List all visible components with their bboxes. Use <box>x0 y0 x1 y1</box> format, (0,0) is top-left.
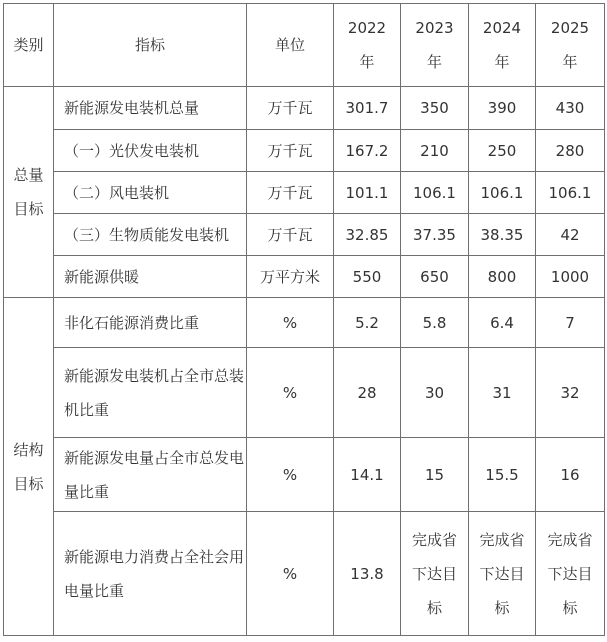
indicator-cell: 新能源供暖 <box>54 256 247 298</box>
table-row <box>4 512 605 636</box>
value-cell: 完成省下达目标 <box>536 512 605 636</box>
category-cell-total: 总量目标 <box>4 87 54 298</box>
value-cell: 16 <box>536 438 605 512</box>
value-cell: 350 <box>401 87 469 130</box>
value-cell: 42 <box>536 214 605 256</box>
unit-cell: 万千瓦 <box>247 172 334 214</box>
value-cell: 30 <box>401 348 469 438</box>
value-cell: 38.35 <box>469 214 536 256</box>
header-year-2024: 2024年 <box>469 4 536 87</box>
value-cell: 28 <box>334 348 401 438</box>
value-cell: 6.4 <box>469 298 536 348</box>
value-cell: 430 <box>536 87 605 130</box>
value-cell: 32 <box>536 348 605 438</box>
unit-cell: % <box>247 512 334 636</box>
table-row <box>4 298 605 348</box>
unit-cell: 万千瓦 <box>247 87 334 130</box>
header-row <box>4 4 605 87</box>
header-unit: 单位 <box>247 4 334 87</box>
table-row <box>4 214 605 256</box>
table-row <box>4 172 605 214</box>
value-cell: 14.1 <box>334 438 401 512</box>
table-row <box>4 130 605 172</box>
category-cell-structure: 结构目标 <box>4 298 54 636</box>
table-row <box>4 348 605 438</box>
value-cell: 106.1 <box>469 172 536 214</box>
value-cell: 106.1 <box>536 172 605 214</box>
value-cell: 390 <box>469 87 536 130</box>
value-cell: 15.5 <box>469 438 536 512</box>
value-cell: 800 <box>469 256 536 298</box>
value-cell: 210 <box>401 130 469 172</box>
header-year-2023: 2023年 <box>401 4 469 87</box>
value-cell: 15 <box>401 438 469 512</box>
table-row <box>4 438 605 512</box>
unit-cell: % <box>247 298 334 348</box>
header-year-2022: 2022年 <box>334 4 401 87</box>
header-year-2025: 2025年 <box>536 4 605 87</box>
header-indicator: 指标 <box>54 4 247 87</box>
indicator-cell: 新能源发电量占全市总发电量比重 <box>54 438 247 512</box>
value-cell: 完成省下达目标 <box>401 512 469 636</box>
value-cell: 1000 <box>536 256 605 298</box>
value-cell: 5.2 <box>334 298 401 348</box>
unit-cell: % <box>247 438 334 512</box>
value-cell: 31 <box>469 348 536 438</box>
indicator-cell: （二）风电装机 <box>54 172 247 214</box>
indicator-cell: （三）生物质能发电装机 <box>54 214 247 256</box>
value-cell: 7 <box>536 298 605 348</box>
value-cell: 32.85 <box>334 214 401 256</box>
header-category: 类别 <box>4 4 54 87</box>
value-cell: 5.8 <box>401 298 469 348</box>
unit-cell: 万千瓦 <box>247 214 334 256</box>
value-cell: 650 <box>401 256 469 298</box>
value-cell: 167.2 <box>334 130 401 172</box>
value-cell: 完成省下达目标 <box>469 512 536 636</box>
unit-cell: % <box>247 348 334 438</box>
indicator-cell: （一）光伏发电装机 <box>54 130 247 172</box>
value-cell: 280 <box>536 130 605 172</box>
indicator-cell: 非化石能源消费比重 <box>54 298 247 348</box>
value-cell: 301.7 <box>334 87 401 130</box>
table-row <box>4 256 605 298</box>
value-cell: 13.8 <box>334 512 401 636</box>
value-cell: 37.35 <box>401 214 469 256</box>
indicator-cell: 新能源发电装机总量 <box>54 87 247 130</box>
value-cell: 106.1 <box>401 172 469 214</box>
table-row <box>4 87 605 130</box>
indicator-cell: 新能源发电装机占全市总装机比重 <box>54 348 247 438</box>
indicator-cell: 新能源电力消费占全社会用电量比重 <box>54 512 247 636</box>
unit-cell: 万平方米 <box>247 256 334 298</box>
value-cell: 101.1 <box>334 172 401 214</box>
value-cell: 550 <box>334 256 401 298</box>
unit-cell: 万千瓦 <box>247 130 334 172</box>
targets-table <box>3 3 605 636</box>
value-cell: 250 <box>469 130 536 172</box>
